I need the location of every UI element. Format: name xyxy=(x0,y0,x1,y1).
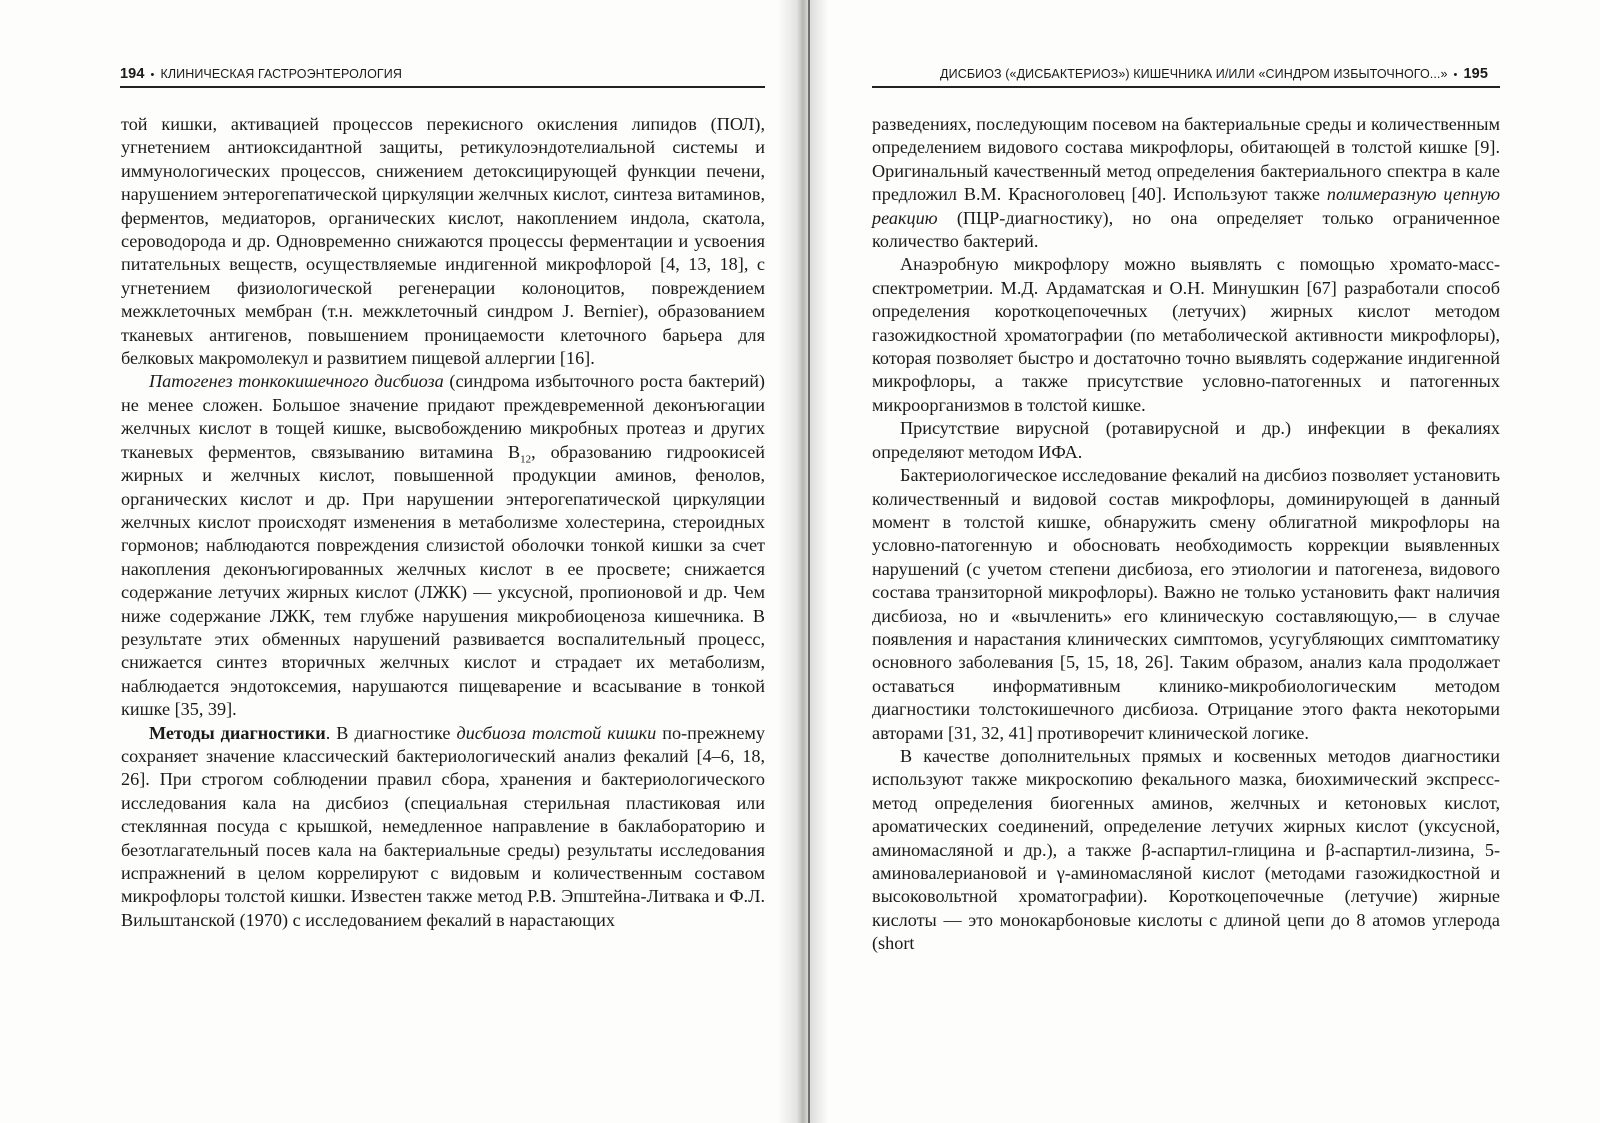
paragraph: В качестве дополнительных прямых и косвенных методов диагностики используют также микроскопию фекального мазка, биохимический экспресс-метод определения биогенных аминов, желчных и кетоновых кислот, ароматических соединений, определение летучих жирных кислот (уксусной, аминомасляной и др.), а также β-аспартил-глицина и β-аспартил-лизина, 5-аминовалериановой и γ-аминомасляной кислот (методами газожидкостной и высоковольтной хроматографии). Короткоцепочечные (летучие) жирные кислоты — это монокарбоновые кислоты с длиной цепи до 8 атомов углерода (short xyxy=(872,745,1500,954)
paragraph-text: по-прежнему сохраняет значение классический бактериологический анализ фекалий [4–6, 18, 26]. При строгом соблюдении правил сбора, хранения и бактериологического исследования кала на дисбиоз (специальная стерильная пластиковая или стеклянная посуда с крышкой, немедленное направление в баклабораторию и безотлагательный посев кала на бактериальные среды) результаты исследования испражнений в целом коррелируют с видовым и количественным составом микрофлоры толстой кишки. Известен также метод Р.В. Эпштейна-Литвака и Ф.Л. Вильштанской (1970) с исследованием фекалий в нарастающих xyxy=(121,722,765,930)
right-running-title: ДИСБИОЗ («ДИСБАКТЕРИОЗ») КИШЕЧНИКА И/ИЛИ «СИНДРОМ ИЗБЫТОЧНОГО...» xyxy=(940,67,1448,81)
italic-term: Патогенез тонкокишечного дисбиоза xyxy=(149,371,444,392)
left-page-number: 194 xyxy=(120,66,145,82)
italic-term: дисбиоза толстой кишки xyxy=(456,722,657,743)
left-running-title: КЛИНИЧЕСКАЯ ГАСТРОЭНТЕРОЛОГИЯ xyxy=(160,67,403,81)
paragraph: той кишки, активацией процессов перекисного окисления липидов (ПОЛ), угнетением антиоксидантной защиты, ретикулоэндотелиальной системы и иммунологических процессов, снижением детоксицирующей функции печени, нарушением энтерогепатической циркуляции желчных кислот, синтеза витаминов, ферментов, медиаторов, органических кислот, накоплением индола, скатола, сероводорода и др. Одновременно снижаются процессы ферментации и усвоения питательных веществ, осуществляемые индигенной микрофлорой [4, 13, 18], с угнетением физиологической регенерации колоноцитов, повреждением межклеточных мембран (т.н. межклеточный синдром J. Bernier), образованием тканевых антигенов, повышением проницаемости клеточного барьера для белковых макромолекул и развитием пищевой аллергии [16]. xyxy=(121,114,765,369)
left-page-body xyxy=(121,113,765,932)
left-page-header xyxy=(120,66,402,86)
left-page xyxy=(0,0,790,1123)
paragraph xyxy=(872,113,1500,253)
paragraph-text: , образованию гидроокисей жирных и желчных кислот, повышенной продукции аминов, фенолов, органических кислот и др. При нарушении энтерогепатической циркуляции желчных кислот происходят изменения в метаболизме холестерина, стероидных гормонов; наблюдаются повреждения слизистой оболочки тонкой кишки за счет накопления деконъюгированных желчных кислот в ее просвете; снижается содержание летучих жирных кислот (ЛЖК) — уксусной, пропионовой и др. Чем ниже содержание ЛЖК, тем глубже нарушения микробиоценоза кишечника. В результате этих обменных нарушений развивается воспалительный процесс, снижается синтез вторичных желчных кислот и страдает их метаболизм, наблюдается эндотоксемия, нарушаются пищеварение и всасывание в тонкой кишке [35, 39]. xyxy=(121,441,765,720)
section-heading: Методы диагностики xyxy=(149,722,326,743)
right-page xyxy=(810,0,1600,1123)
header-separator: • xyxy=(150,69,155,81)
right-page-body xyxy=(872,113,1500,956)
italic-term: полимеразную цепную реакцию xyxy=(872,184,1500,228)
paragraph-text: (синдрома избыточного роста бактерий) не менее сложен. Большое значение придают преждевременной деконъюгации желчных кислот в тощей кишке, высвобождению микробных протеаз и других тканевых ферментов, связыванию витамина B xyxy=(121,371,765,462)
right-page-header xyxy=(940,66,1488,86)
subscript: 12 xyxy=(520,453,532,466)
paragraph-text: . В диагностике xyxy=(325,722,457,743)
right-header-rule xyxy=(872,86,1500,88)
left-header-rule xyxy=(120,86,765,88)
paragraph-text: (ПЦР-диагностику), но она определяет только ограниченное количество бактерий. xyxy=(872,207,1500,252)
right-page-number: 195 xyxy=(1463,66,1488,82)
paragraph xyxy=(121,370,765,721)
header-separator: • xyxy=(1453,69,1458,81)
paragraph: Присутствие вирусной (ротавирусной и др.) инфекции в фекалиях определяют методом ИФА. xyxy=(872,418,1500,462)
paragraph: Анаэробную микрофлору можно выявлять с помощью хромато-масс-спектрометрии. М.Д. Ардаматская и О.Н. Минушкин [67] разработали способ определения короткоцепочечных (летучих) жирных кислот методом газожидкостной хроматографии (по метаболической активности микрофлоры), которая позволяет быстро и достаточно точно выявлять содержание индигенной микрофлоры, а также присутствие условно-патогенных и патогенных микроорганизмов в толстой кишке. xyxy=(872,254,1500,415)
paragraph: Бактериологическое исследование фекалий на дисбиоз позволяет установить количественный и видовой состав микрофлоры, доминирующей в данный момент в толстой кишке, обнаружить смену облигатной микрофлоры на условно-патогенную и обосновать необходимость коррекции выявленных нарушений (с учетом степени дисбиоза, его этиологии и патогенеза, видового состава транзиторной микрофлоры). Важно не только установить факт наличия дисбиоза, но и «вычленить» его клиническую составляющую,— в случае появления и нарастания клинических симптомов, усугубляющих симптоматику основного заболевания [5, 15, 18, 26]. Таким образом, анализ кала продолжает оставаться информативным клинико-микробиологическим методом диагностики толстокишечного дисбиоза. Отрицание этого факта некоторыми авторами [31, 32, 41] противоречит клинической логике. xyxy=(872,465,1500,743)
paragraph xyxy=(121,722,765,933)
paragraph-text: разведениях, последующим посевом на бактериальные среды и количественным определением видового состава микрофлоры, обитающей в толстой кишке [9]. Оригинальный качественный метод определения бактериального спектра в кале предложил В.М. Красноголовец [40]. Используют также xyxy=(872,114,1500,205)
